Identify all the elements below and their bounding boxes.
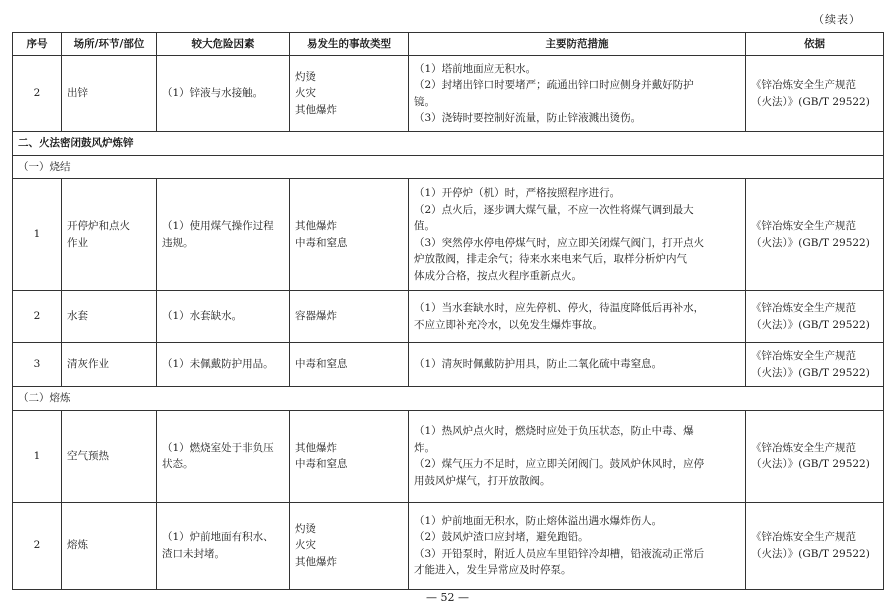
measure-line: （2）点火后，逐步调大煤气量，不应一次性将煤气调到最大 [414,203,694,216]
section-heading-row [13,132,884,156]
measure-line: 不应立即补充冷水，以免发生爆炸事故。 [414,318,603,331]
accident-type: 其他爆炸 [295,555,337,568]
row-hazard [157,502,290,589]
row-no: 3 [13,343,62,387]
row-place [62,343,157,387]
measure-line: （2）煤气压力不足时，应立即关闭阀门。鼓风炉休风时，应停 [414,458,705,470]
table-row [13,56,884,132]
subsection-heading: （一）烧结 [13,155,884,179]
place-line: 清灰作业 [67,358,109,371]
basis-line: （火法）》(GB/T 29522) [751,318,870,331]
header-basis: 依据 [746,33,884,56]
row-no: 1 [13,179,62,291]
subsection-row [13,387,884,411]
basis-line: （火法）》(GB/T 29522) [751,547,870,560]
row-no: 2 [13,291,62,343]
accident-type: 中毒和窒息 [295,236,348,249]
hazard-line: 状态。 [162,458,194,470]
measure-line: （1）热风炉点火时，燃烧时应处于负压状态，防止中毒、爆 [414,425,694,437]
hazard-line: （1）水套缺水。 [162,310,243,323]
measure-line: （1）塔前地面应无积水。 [414,62,537,75]
header-row [13,33,884,56]
row-measures [409,343,746,387]
page-number: — 52 — [426,591,469,604]
subsection-row [13,155,884,179]
table-row [13,343,884,387]
row-basis [746,502,884,589]
row-measures [409,410,746,502]
measure-line: 体成分合格，按点火程序重新点火。 [414,269,582,282]
row-place [62,502,157,589]
measure-line: （1）当水套缺水时，应先停机、停火，待温度降低后再补水， [414,302,705,314]
row-accidents [290,343,409,387]
safety-table [12,32,884,590]
table-row [13,502,884,589]
accident-type: 灼烫 [295,522,316,535]
sintering-rows [13,179,884,387]
place-line: 作业 [67,236,88,249]
row-basis [746,56,884,132]
basis-line: （火法）》(GB/T 29522) [751,366,870,379]
accident-type: 中毒和窒息 [295,458,348,470]
accident-type: 中毒和窒息 [295,358,348,371]
row-place: 出锌 [62,56,157,132]
header-no: 序号 [13,33,62,56]
measure-line: （1）清灰时佩戴防护用具，防止二氧化硫中毒窒息。 [414,358,663,371]
measure-line: （3）浇铸时要控制好流量，防止锌液溅出烫伤。 [414,112,642,124]
place-line: 熔炼 [67,539,88,552]
place-line: 水套 [67,310,88,323]
basis-line: 《锌冶炼安全生产规范 [751,531,856,543]
hazard-line: （1）使用煤气操作过程 [162,220,274,232]
row-place [62,410,157,502]
accident-type: 其他爆炸 [295,441,337,454]
header-accident: 易发生的事故类型 [290,33,409,56]
accident-type: 火灾 [295,539,316,552]
row-hazard [157,291,290,343]
basis-line: 《锌冶炼安全生产规范 [751,220,856,232]
measure-line: 炉放散阀，排走余气；待来水来电来气后，取样分析炉内气 [414,253,687,265]
basis-line: （火法）》(GB/T 29522) [751,95,870,108]
row-accidents [290,56,409,132]
place-line: 开停炉和点火 [67,220,130,232]
row-basis [746,410,884,502]
row-measures [409,179,746,291]
accident-type: 火灾 [295,87,316,100]
row-basis [746,291,884,343]
row-basis [746,179,884,291]
row-accidents [290,291,409,343]
measure-line: （3）突然停水停电停煤气时，应立即关闭煤气阀门，打开点火 [414,236,705,249]
measure-line: （2）鼓风炉渣口应封堵，避免跑铅。 [414,531,589,543]
measure-line: 炸。 [414,441,435,454]
measure-line: 才能进入，发生异常应及时停泵。 [414,564,572,576]
subsection-heading: （二）熔炼 [13,387,884,411]
row-basis [746,343,884,387]
row-measures [409,502,746,589]
row-place [62,179,157,291]
basis-line: （火法）》(GB/T 29522) [751,236,870,249]
basis-line: 《锌冶炼安全生产规范 [751,350,856,362]
measure-line: （2）封堵出锌口时要堵严；疏通出锌口时应侧身并戴好防护 [414,79,694,91]
header-measures: 主要防范措施 [409,33,746,56]
measure-line: （3）开铅泵时，附近人员应车里铅锌冷却槽，铅液流动正常后 [414,547,705,560]
measure-line: （1）炉前地面无积水，防止熔体溢出遇水爆炸伤人。 [414,514,663,527]
row-measures [409,56,746,132]
place-line: 空气预热 [67,449,109,462]
section-heading: 二、火法密闭鼓风炉炼锌 [13,132,884,156]
measure-line: 值。 [414,220,435,232]
header-place: 场所/环节/部位 [62,33,157,56]
row-place [62,291,157,343]
measure-line: （1）开停炉（机）时，严格按照程序进行。 [414,187,621,199]
hazard-line: （1）炉前地面有积水、 [162,531,274,543]
accident-type: 容器爆炸 [295,310,337,323]
basis-line: 《锌冶炼安全生产规范 [751,79,856,91]
accident-type: 其他爆炸 [295,103,337,116]
hazard-line: 违规。 [162,236,194,249]
row-hazard [157,343,290,387]
measure-line: 镜。 [414,95,435,108]
row-hazard: （1）锌液与水接触。 [157,56,290,132]
table-row [13,291,884,343]
table-row [13,179,884,291]
row-accidents [290,502,409,589]
row-no: 1 [13,410,62,502]
measure-line: 用鼓风炉煤气，打开放散阀。 [414,474,551,487]
basis-line: （火法）》(GB/T 29522) [751,458,870,470]
hazard-line: （1）未佩戴防护用品。 [162,358,274,371]
smelting-rows [13,410,884,589]
basis-line: 《锌冶炼安全生产规范 [751,441,856,454]
continued-label: （续表） [813,13,861,26]
row-accidents [290,410,409,502]
hazard-line: （1）燃烧室处于非负压 [162,441,274,454]
row-no: 2 [13,502,62,589]
row-no: 2 [13,56,62,132]
row-hazard [157,410,290,502]
row-hazard [157,179,290,291]
row-accidents [290,179,409,291]
row-measures [409,291,746,343]
table-row [13,410,884,502]
accident-type: 灼烫 [295,70,316,83]
hazard-line: 渣口未封堵。 [162,547,225,560]
accident-type: 其他爆炸 [295,220,337,232]
basis-line: 《锌冶炼安全生产规范 [751,302,856,314]
header-hazard: 较大危险因素 [157,33,290,56]
